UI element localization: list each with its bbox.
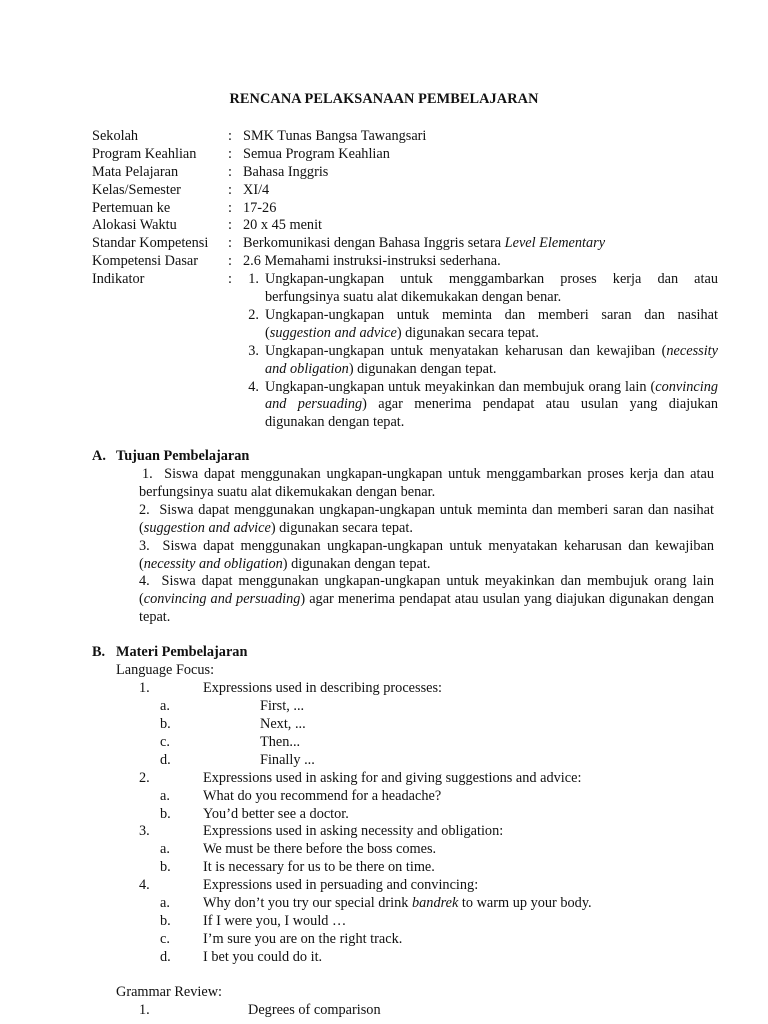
identity-block <box>92 128 718 432</box>
field-colon: : <box>228 253 232 270</box>
field-value: SMK Tunas Bangsa Tawangsari <box>243 128 427 144</box>
sub-letter: a. <box>160 841 170 857</box>
item-text-pre: Siswa dapat menggunakan ungkapan-ungkapan untuk meyakinkan dan membujuk orang lain ( <box>139 573 714 608</box>
section-title: Materi Pembelajaran <box>116 644 248 660</box>
item-text-pre: Siswa dapat menggunakan ungkapan-ungkapan untuk meminta dan memberi saran dan nasihat ( <box>139 501 714 536</box>
item-text-post: ) digunakan secara tepat. <box>396 324 539 341</box>
sub-text: Then... <box>260 734 301 750</box>
item-number: 3. <box>248 342 259 359</box>
section-a-heading <box>92 448 249 466</box>
item-text-post: ) digunakan secara tepat. <box>270 519 413 536</box>
field-colon: : <box>228 235 232 252</box>
section-title: Tujuan Pembelajaran <box>116 448 250 464</box>
sub-letter: a. <box>160 788 170 804</box>
item-number: 2. <box>139 501 150 518</box>
field-label: Alokasi Waktu <box>92 217 177 234</box>
field-value: XI/4 <box>243 181 270 198</box>
identity-row <box>92 235 718 253</box>
field-colon: : <box>228 163 232 180</box>
item-text-pre: Siswa dapat menggunakan ungkapan-ungkapan untuk menyatakan keharusan dan kewajiban ( <box>139 537 714 572</box>
sub-letter: b. <box>160 806 171 822</box>
item-text-post: ) digunakan dengan tepat. <box>348 360 497 377</box>
field-label: Mata Pelajaran <box>92 163 179 180</box>
sub-letter: d. <box>160 949 171 965</box>
sub-letter: a. <box>160 698 170 714</box>
indikator-item <box>240 307 718 343</box>
field-label: Kelas/Semester <box>92 181 181 198</box>
field-label: Kompetensi Dasar <box>92 253 199 270</box>
field-value-italic: Level Elementary <box>504 235 606 252</box>
item-text <box>265 307 718 343</box>
item-number: 1. <box>142 466 153 482</box>
item-number: 4. <box>248 378 259 395</box>
field-label: Sekolah <box>92 128 139 144</box>
sub-text: You’d better see a doctor. <box>203 806 349 822</box>
field-value <box>243 235 605 253</box>
item-text: Ungkapan-ungkapan untuk menggambarkan proses kerja dan atau berfungsinya suatu alat dikemukakan dengan benar. <box>265 271 718 306</box>
sub-text-pre: Why don’t you try our special drink <box>203 895 412 911</box>
group-title: Expressions used in describing processes: <box>203 680 443 696</box>
group-title: Expressions used in asking for and giving suggestions and advice: <box>203 770 582 786</box>
item-text-pre: Ungkapan-ungkapan untuk menyatakan keharusan dan kewajiban ( <box>265 342 667 359</box>
field-colon: : <box>228 181 232 198</box>
sub-text: If I were you, I would … <box>203 913 347 929</box>
item-text-pre: Ungkapan-ungkapan untuk meyakinkan dan membujuk orang lain ( <box>265 378 656 395</box>
sub-text <box>203 895 592 913</box>
section-letter: A. <box>92 448 106 464</box>
sub-letter: b. <box>160 716 171 732</box>
indikator-row <box>92 271 718 432</box>
grammar-review-label: Grammar Review: <box>116 984 222 1000</box>
field-label: Pertemuan ke <box>92 199 171 216</box>
identity-row <box>92 164 718 182</box>
field-colon: : <box>228 145 232 162</box>
field-label: Program Keahlian <box>92 145 197 162</box>
sub-letter: c. <box>160 931 170 947</box>
field-value: Bahasa Inggris <box>243 163 329 180</box>
indikator-item <box>240 271 718 307</box>
sub-letter: d. <box>160 752 171 768</box>
sub-text: It is necessary for us to be there on time. <box>203 859 435 875</box>
field-value: 2.6 Memahami instruksi-instruksi sederhana. <box>243 253 501 270</box>
sub-text: Next, ... <box>260 716 306 732</box>
field-colon: : <box>228 217 232 234</box>
language-focus-label: Language Focus: <box>116 662 215 678</box>
indikator-item <box>240 379 718 433</box>
group-number: 2. <box>139 770 150 786</box>
item-text-italic: necessity and obligation <box>143 555 283 572</box>
group-number: 1. <box>139 680 150 696</box>
field-label: Indikator <box>92 271 145 288</box>
identity-row <box>92 146 718 164</box>
tujuan-item <box>139 573 714 627</box>
group-number: 3. <box>139 823 150 839</box>
tujuan-list <box>139 466 714 627</box>
identity-row <box>92 128 718 146</box>
identity-row <box>92 253 718 271</box>
field-value-text: Berkomunikasi dengan Bahasa Inggris setara <box>243 235 505 252</box>
identity-row <box>92 182 718 200</box>
item-number: 3. <box>139 537 150 554</box>
sub-text-post: to warm up your body. <box>458 895 592 911</box>
item-text: Siswa dapat menggunakan ungkapan-ungkapan untuk menggambarkan proses kerja dan atau berfungsinya suatu alat dikemukakan dengan benar. <box>139 466 714 500</box>
item-text-pre: Ungkapan-ungkapan untuk meminta dan memberi saran dan nasihat ( <box>265 306 718 341</box>
group-number: 4. <box>139 877 150 893</box>
sub-letter: b. <box>160 859 171 875</box>
item-text <box>265 379 718 433</box>
item-text-post: ) digunakan dengan tepat. <box>282 555 431 572</box>
sub-text-italic: bandrek <box>412 895 459 911</box>
field-label: Standar Kompetensi <box>92 235 209 252</box>
field-value: 17-26 <box>243 199 277 216</box>
item-number: 2. <box>248 306 259 323</box>
indikator-item <box>240 343 718 379</box>
grammar-number: 1. <box>139 1002 150 1018</box>
item-number: 1. <box>248 271 259 288</box>
tujuan-item <box>139 538 714 574</box>
item-text-italic: convincing and persuading <box>143 591 301 608</box>
sub-letter: b. <box>160 913 171 929</box>
grammar-text: Degrees of comparison <box>248 1002 381 1018</box>
item-text-italic: suggestion and advice <box>269 324 397 341</box>
item-text-italic: necessity and obligation <box>265 342 718 377</box>
section-b-heading <box>92 644 247 662</box>
document-title: RENCANA PELAKSANAAN PEMBELAJARAN <box>229 91 539 107</box>
sub-text: Finally ... <box>260 752 315 768</box>
field-colon: : <box>228 128 232 144</box>
indikator-list <box>240 271 718 432</box>
sub-text: I’m sure you are on the right track. <box>203 931 403 947</box>
item-text-post: ) agar menerima pendapat atau usulan yang diajukan digunakan dengan tepat. <box>139 591 715 626</box>
tujuan-item <box>139 466 714 502</box>
sub-text: I bet you could do it. <box>203 949 323 965</box>
item-text-italic: suggestion and advice <box>143 519 271 536</box>
item-text <box>265 343 718 379</box>
sub-text: First, ... <box>260 698 305 714</box>
tujuan-item <box>139 502 714 538</box>
field-value: Semua Program Keahlian <box>243 145 390 162</box>
identity-row <box>92 217 718 235</box>
group-title: Expressions used in asking necessity and obligation: <box>203 823 504 839</box>
field-colon: : <box>228 271 232 288</box>
group-title: Expressions used in persuading and convincing: <box>203 877 479 893</box>
sub-text: We must be there before the boss comes. <box>203 841 437 857</box>
item-text-italic: convincing and persuading <box>265 378 718 413</box>
sub-letter: c. <box>160 734 170 750</box>
identity-row <box>92 200 718 218</box>
section-letter: B. <box>92 644 106 660</box>
sub-letter: a. <box>160 895 170 911</box>
item-text-post: ) agar menerima pendapat atau usulan yang diajukan digunakan dengan tepat. <box>265 396 718 431</box>
field-colon: : <box>228 199 232 216</box>
item-number: 4. <box>139 573 150 590</box>
sub-text: What do you recommend for a headache? <box>203 788 442 804</box>
field-value: 20 x 45 menit <box>243 217 323 234</box>
